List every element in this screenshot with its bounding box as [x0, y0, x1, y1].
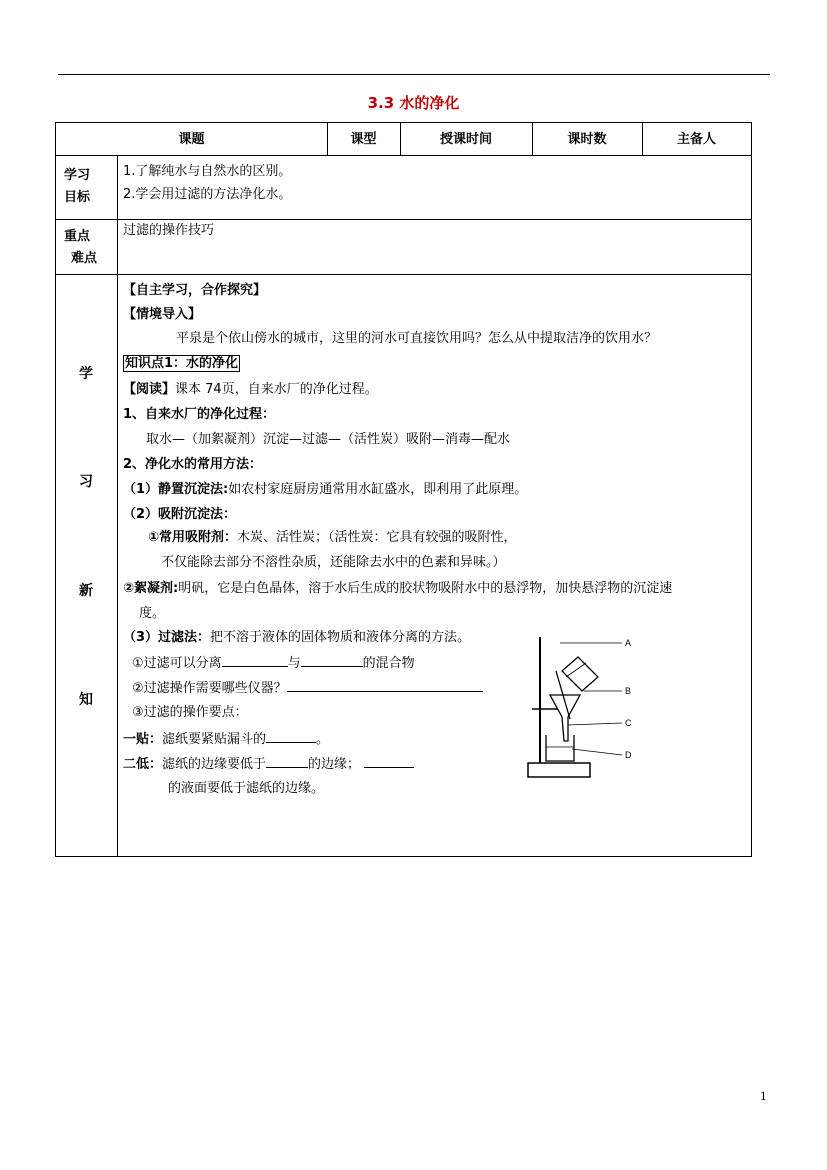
filtration-text: 把不溶于液体的固体物质和液体分离的方法。 — [210, 630, 471, 645]
flocculant-text: 明矾，它是白色晶体，溶于水后生成的胶状物吸附水中的悬浮物，加快悬浮物的沉淀速 — [178, 581, 673, 596]
knowledge-point — [123, 355, 240, 372]
header-hours: 课时数 — [567, 132, 607, 147]
answer-blank[interactable] — [364, 755, 414, 768]
question-line — [132, 679, 483, 697]
subheading: 1、自来水厂的净化过程： — [123, 407, 276, 422]
question-line — [132, 654, 415, 672]
side-label: 新 — [79, 583, 93, 599]
figure-label-d: D — [625, 750, 632, 760]
flocculant-line — [123, 580, 672, 597]
filtration-line — [123, 629, 470, 646]
reading-label: 【阅读】 — [123, 382, 176, 397]
key-text: 过滤的操作技巧 — [123, 223, 215, 238]
adsorbent-label: ①常用吸附剂： — [148, 530, 238, 545]
stand-base — [528, 763, 590, 777]
row-divider — [56, 219, 751, 220]
leader-line-c — [568, 723, 622, 725]
header-author: 主备人 — [676, 132, 716, 147]
page-title: 3.3 水的净化 — [367, 94, 460, 112]
intro-text: 平泉是个依山傍水的城市，这里的河水可直接饮用吗？怎么从中提取洁净的饮用水？ — [176, 331, 658, 346]
question-text: ②过滤操作需要哪些仪器？ — [132, 681, 287, 696]
side-label: 习 — [79, 474, 93, 490]
goals-label: 学习 — [64, 168, 91, 183]
rule-label: 二低： — [123, 757, 163, 772]
rule-text: 。 — [316, 732, 330, 747]
filtration-label: （3）过滤法： — [123, 630, 211, 645]
header-type: 课型 — [350, 132, 377, 147]
answer-blank[interactable] — [222, 654, 288, 667]
figure-label-b: B — [625, 686, 632, 696]
subheading: 2、净化水的常用方法： — [123, 457, 263, 472]
method-line — [123, 481, 527, 498]
lesson-table — [55, 122, 752, 857]
reading-text: 课本 74页，自来水厂的净化过程。 — [175, 382, 378, 397]
header-topic: 课题 — [178, 132, 205, 147]
rule-line — [123, 755, 414, 773]
rule-text-cont: 的液面要低于滤纸的边缘。 — [168, 781, 325, 796]
section-heading: 【自主学习，合作探究】 — [123, 283, 267, 298]
process-text: 取水—（加絮凝剂）沉淀—过滤—（活性炭）吸附—消毒—配水 — [146, 432, 511, 447]
rule-label: 一贴： — [123, 732, 163, 747]
question-line: ③过滤的操作要点： — [132, 705, 248, 720]
rule-line — [123, 730, 329, 748]
adsorbent-line — [148, 529, 517, 546]
question-text: ①过滤可以分离 — [132, 656, 222, 671]
section-heading: 【情境导入】 — [123, 307, 202, 322]
answer-blank[interactable] — [287, 679, 483, 692]
goal-item: 2.学会用过滤的方法净化水。 — [123, 187, 292, 202]
leader-line-d — [572, 749, 622, 755]
figure-label-c: C — [625, 718, 632, 728]
method-label: （2）吸附沉淀法： — [123, 507, 237, 522]
method-text: 如农村家庭厨房通常用水缸盛水，即利用了此原理。 — [228, 482, 528, 497]
col-divider — [117, 155, 118, 856]
figure-label-a: A — [625, 638, 632, 648]
answer-blank[interactable] — [266, 755, 308, 768]
rule-text: 滤纸要紧贴漏斗的 — [162, 732, 267, 747]
side-label: 知 — [79, 692, 93, 708]
question-text: 与 — [287, 656, 301, 671]
side-label: 学 — [79, 366, 93, 382]
goals-label: 目标 — [64, 190, 91, 205]
question-text: 的混合物 — [362, 656, 415, 671]
knowledge-point-label: 知识点1：水的净化 — [125, 356, 239, 371]
flocculant-label: ②絮凝剂: — [123, 581, 179, 596]
goal-item: 1.了解纯水与自然水的区别。 — [123, 164, 292, 179]
rule-text: 滤纸的边缘要低于 — [162, 757, 267, 772]
answer-blank[interactable] — [301, 654, 363, 667]
method-label: （1）静置沉淀法: — [123, 482, 229, 497]
filtration-apparatus-figure — [526, 631, 636, 783]
rule-text: 的边缘； — [308, 757, 361, 772]
row-divider — [56, 274, 751, 275]
page-number: 1 — [760, 1090, 767, 1103]
receiving-beaker — [546, 735, 574, 761]
header-time: 授课时间 — [439, 132, 492, 147]
adsorbent-text: 木炭、活性炭；（活性炭：它具有较强的吸附性， — [237, 530, 517, 545]
reading-line — [123, 381, 378, 398]
row-divider — [56, 155, 751, 156]
key-label: 难点 — [71, 251, 98, 266]
key-label: 重点 — [64, 229, 91, 244]
answer-blank[interactable] — [266, 730, 316, 743]
top-rule — [58, 74, 770, 75]
pouring-beaker — [562, 657, 598, 691]
flocculant-text-cont: 度。 — [139, 606, 166, 621]
adsorbent-text-cont: 不仅能除去部分不溶性杂质，还能除去水中的色素和异味。） — [161, 555, 506, 570]
